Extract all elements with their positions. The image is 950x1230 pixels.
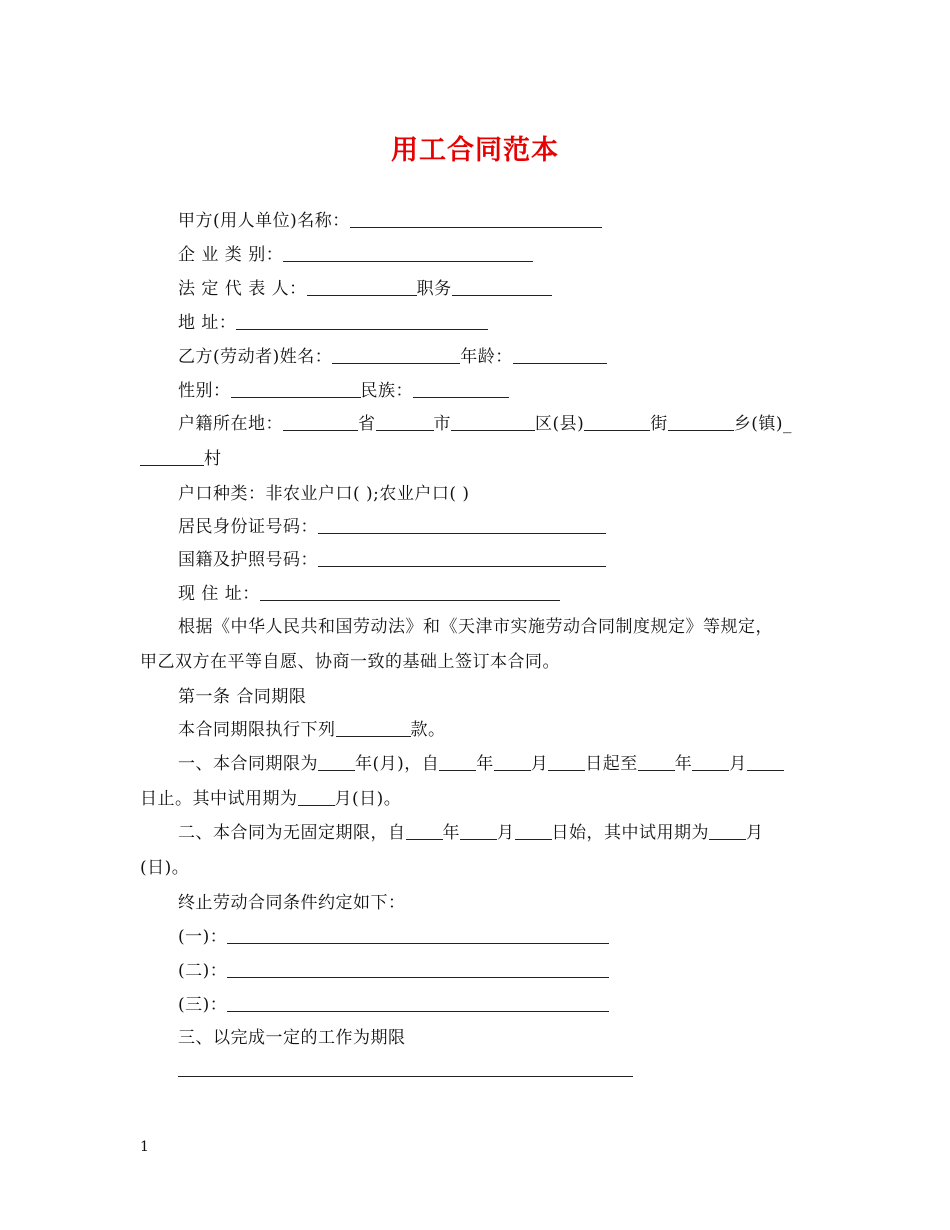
- blank-field: [231, 381, 361, 398]
- blank-field: [307, 279, 417, 296]
- household-location-line: [178, 413, 792, 435]
- label: 月: [729, 754, 747, 774]
- termination-item-1: [178, 926, 609, 948]
- label: 现 住 址：: [178, 584, 260, 604]
- blank-field: [668, 414, 734, 431]
- page-title: 用工合同范本: [391, 135, 559, 166]
- blank-field: [584, 414, 650, 431]
- label: 性别：: [178, 381, 231, 401]
- label: 村: [204, 449, 222, 469]
- label: 年: [674, 754, 693, 774]
- blank-field: [406, 823, 443, 840]
- blank-field: [709, 823, 746, 840]
- label: 国籍及护照号码：: [178, 550, 318, 570]
- label: (三)：: [178, 995, 228, 1015]
- label: 职务: [416, 279, 452, 299]
- label: 日始，其中试用期为: [551, 823, 709, 843]
- label: 款。: [410, 720, 446, 740]
- blank-field: [236, 313, 488, 330]
- employer-name-line: [178, 210, 602, 232]
- blank-field: [227, 995, 609, 1012]
- legal-rep-line: [178, 278, 552, 300]
- address-line: [178, 312, 488, 334]
- open-term-line: [178, 822, 764, 844]
- label: 市: [433, 414, 451, 434]
- village-line: [140, 448, 222, 470]
- label: 一、本合同期限为: [178, 754, 318, 774]
- label: 月: [530, 754, 549, 774]
- label: 民族：: [360, 381, 413, 401]
- label: 月: [746, 823, 764, 843]
- label: 街: [650, 414, 668, 434]
- blank-field: [350, 211, 602, 228]
- blank-field: [747, 754, 784, 771]
- fixed-term-line: [178, 753, 784, 775]
- label: 乙方(劳动者)姓名：: [178, 347, 333, 367]
- label: 乡(镇)_: [733, 414, 793, 434]
- article-heading: 第一条 合同期限: [178, 687, 307, 707]
- label: 企 业 类 别：: [178, 245, 284, 265]
- blank-field: [332, 347, 460, 364]
- blank-field: [439, 754, 476, 771]
- blank-field: [283, 414, 358, 431]
- open-term-end-line: (日)。: [140, 858, 190, 878]
- termination-item-2: [178, 960, 609, 982]
- preamble-line-1: 根据《中华人民共和国劳动法》和《天津市实施劳动合同制度规定》等规定，: [178, 617, 773, 637]
- label: 日起至: [585, 754, 638, 774]
- blank-field: [638, 754, 675, 771]
- blank-field: [513, 347, 607, 364]
- blank-rule: [178, 1076, 633, 1077]
- page-number: 1: [140, 1139, 149, 1155]
- label: 年龄：: [460, 347, 513, 367]
- label: 本合同期限执行下列: [178, 720, 336, 740]
- current-address-line: [178, 583, 560, 605]
- label: (二)：: [178, 961, 228, 981]
- blank-field: [140, 449, 204, 466]
- blank-field: [451, 414, 535, 431]
- label: 月: [497, 823, 515, 843]
- blank-field: [318, 754, 355, 771]
- termination-heading: 终止劳动合同条件约定如下：: [178, 893, 406, 913]
- label: 户籍所在地：: [178, 414, 283, 434]
- enterprise-type-line: [178, 244, 533, 266]
- employee-name-line: [178, 346, 607, 368]
- label: 居民身份证号码：: [178, 517, 318, 537]
- label: 年: [442, 823, 460, 843]
- label: 二、本合同为无固定期限，自: [178, 823, 406, 843]
- label: 区(县): [535, 414, 585, 434]
- blank-field: [413, 381, 509, 398]
- blank-field: [515, 823, 552, 840]
- label: 月(日)。: [334, 789, 402, 809]
- gender-line: [178, 380, 509, 402]
- passport-line: [178, 549, 606, 571]
- blank-field: [318, 517, 606, 534]
- label: 省: [358, 414, 376, 434]
- blank-field: [376, 414, 434, 431]
- label: 地 址：: [178, 313, 237, 333]
- blank-field: [227, 927, 609, 944]
- blank-field: [298, 789, 335, 806]
- id-number-line: [178, 516, 606, 538]
- label: 甲方(用人单位)名称：: [178, 211, 350, 231]
- blank-field: [318, 550, 606, 567]
- label: 法 定 代 表 人：: [178, 279, 307, 299]
- blank-field: [548, 754, 585, 771]
- blank-field: [460, 823, 497, 840]
- label: 日止。其中试用期为: [140, 789, 298, 809]
- household-type-line: 户口种类：非农业户口( );农业户口( ): [178, 484, 470, 504]
- blank-field: [336, 720, 411, 737]
- blank-field: [260, 584, 560, 601]
- preamble-line-2: 甲乙双方在平等自愿、协商一致的基础上签订本合同。: [140, 652, 560, 672]
- termination-item-3: [178, 994, 609, 1016]
- trial-period-line: [140, 788, 401, 810]
- blank-field: [452, 279, 552, 296]
- blank-field: [283, 245, 533, 262]
- task-based-term-line: 三、以完成一定的工作为期限: [178, 1028, 406, 1048]
- blank-field: [227, 961, 609, 978]
- label: (一)：: [178, 927, 228, 947]
- label: 年(月)，自: [355, 754, 440, 774]
- blank-field: [494, 754, 531, 771]
- label: 年: [476, 754, 494, 774]
- term-select-line: [178, 719, 446, 741]
- blank-field: [692, 754, 729, 771]
